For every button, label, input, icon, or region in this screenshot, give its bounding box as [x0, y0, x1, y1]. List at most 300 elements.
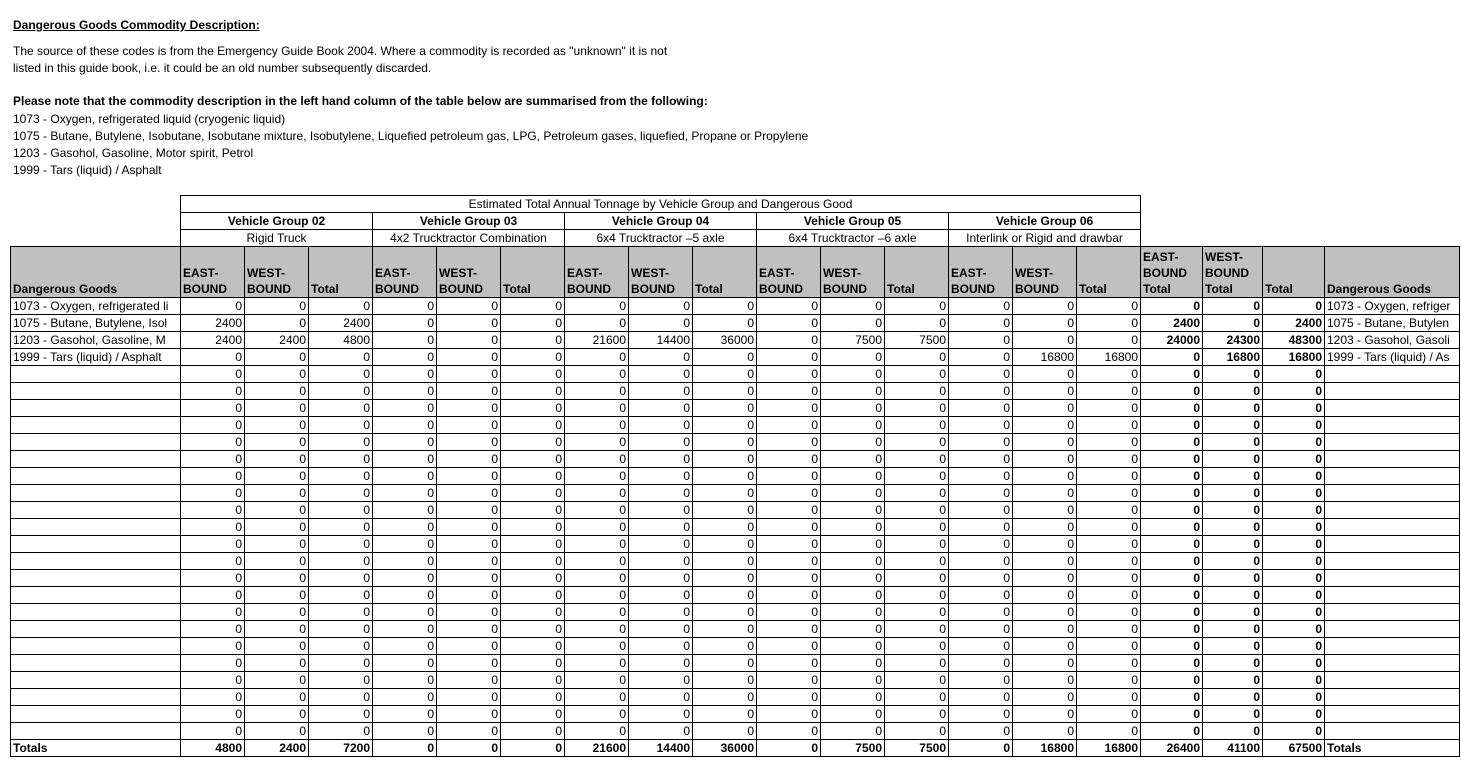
value-cell: 0: [309, 655, 373, 672]
value-cell: 0: [757, 315, 821, 332]
header-eastbound: [565, 247, 629, 298]
header-line: EAST-: [951, 266, 987, 280]
row-label-right: [1325, 383, 1460, 400]
totals-value-cell: 2400: [245, 740, 309, 757]
row-label: [11, 468, 181, 485]
value-cell: 0: [181, 485, 245, 502]
row-label-right: [1325, 468, 1460, 485]
header-grand-total: Total: [1263, 247, 1325, 298]
row-label: 1073 - Oxygen, refrigerated li: [11, 298, 181, 315]
value-cell: 0: [565, 502, 629, 519]
value-cell: 0: [437, 315, 501, 332]
value-cell: 0: [693, 298, 757, 315]
table-row: [11, 298, 1460, 315]
value-cell: 0: [437, 349, 501, 366]
value-cell: 0: [437, 706, 501, 723]
row-label: [11, 519, 181, 536]
header-eastbound: [181, 247, 245, 298]
header-line: BOUND: [247, 282, 291, 296]
value-cell: 0: [885, 672, 949, 689]
value-cell: 0: [501, 349, 565, 366]
row-label-right: 1203 - Gasohol, Gasoli: [1325, 332, 1460, 349]
value-cell: 0: [1077, 536, 1141, 553]
value-cell: 0: [693, 638, 757, 655]
summary-total-cell: 0: [1203, 383, 1263, 400]
row-label: [11, 723, 181, 740]
grand-total-cell: 0: [1263, 298, 1325, 315]
row-label: [11, 587, 181, 604]
totals-summary-cell: 26400: [1141, 740, 1203, 757]
value-cell: 0: [181, 570, 245, 587]
header-line: BOUND: [1205, 266, 1249, 280]
row-label-right: [1325, 706, 1460, 723]
summary-total-cell: 0: [1141, 468, 1203, 485]
value-cell: 0: [629, 689, 693, 706]
value-cell: 0: [437, 655, 501, 672]
value-cell: 0: [629, 502, 693, 519]
value-cell: 0: [1077, 383, 1141, 400]
value-cell: 0: [949, 655, 1013, 672]
vehicle-group-desc: 6x4 Trucktractor –5 axle: [565, 230, 757, 247]
value-cell: 0: [181, 349, 245, 366]
vehicle-group-desc: 4x2 Trucktractor Combination: [373, 230, 565, 247]
value-cell: 0: [949, 621, 1013, 638]
summary-total-cell: 0: [1263, 451, 1325, 468]
summary-total-cell: 0: [1203, 723, 1263, 740]
value-cell: 0: [501, 706, 565, 723]
value-cell: 0: [949, 349, 1013, 366]
value-cell: 0: [757, 349, 821, 366]
value-cell: 0: [821, 655, 885, 672]
value-cell: 0: [629, 553, 693, 570]
row-label: [11, 383, 181, 400]
value-cell: 0: [181, 689, 245, 706]
vehicle-group-name: Vehicle Group 02: [181, 213, 373, 230]
value-cell: 0: [373, 315, 437, 332]
totals-value-cell: 0: [373, 740, 437, 757]
value-cell: 0: [949, 587, 1013, 604]
grand-total-cell: 16800: [1263, 349, 1325, 366]
value-cell: 0: [1013, 366, 1077, 383]
value-cell: 0: [1077, 468, 1141, 485]
totals-label: Totals: [11, 740, 181, 757]
value-cell: 0: [373, 621, 437, 638]
westbound-total-cell: 0: [1203, 298, 1263, 315]
value-cell: 0: [821, 723, 885, 740]
value-cell: 0: [949, 638, 1013, 655]
westbound-total-cell: 16800: [1203, 349, 1263, 366]
value-cell: 0: [309, 621, 373, 638]
summary-total-cell: 0: [1263, 570, 1325, 587]
value-cell: 0: [693, 672, 757, 689]
header-line: Total: [1143, 282, 1171, 296]
value-cell: 0: [565, 689, 629, 706]
value-cell: 0: [501, 621, 565, 638]
value-cell: 0: [757, 672, 821, 689]
value-cell: 0: [373, 638, 437, 655]
value-cell: 0: [437, 485, 501, 502]
empty-table-row: [11, 621, 1460, 638]
value-cell: 0: [629, 383, 693, 400]
summary-total-cell: 0: [1141, 417, 1203, 434]
row-label-right: [1325, 655, 1460, 672]
row-label: [11, 570, 181, 587]
value-cell: 0: [821, 672, 885, 689]
value-cell: 0: [885, 298, 949, 315]
value-cell: 0: [821, 383, 885, 400]
eastbound-total-cell: 2400: [1141, 315, 1203, 332]
value-cell: 0: [757, 638, 821, 655]
value-cell: 0: [821, 349, 885, 366]
value-cell: 7500: [885, 332, 949, 349]
value-cell: 0: [373, 434, 437, 451]
summary-total-cell: 0: [1203, 604, 1263, 621]
summary-total-cell: 0: [1203, 400, 1263, 417]
header-total: Total: [309, 247, 373, 298]
header-westbound: [629, 247, 693, 298]
value-cell: 0: [1013, 502, 1077, 519]
value-cell: 0: [949, 366, 1013, 383]
row-label: [11, 689, 181, 706]
value-cell: 0: [885, 485, 949, 502]
totals-value-cell: 21600: [565, 740, 629, 757]
summary-total-cell: 0: [1263, 366, 1325, 383]
value-cell: 0: [181, 451, 245, 468]
summary-total-cell: 0: [1263, 587, 1325, 604]
row-label: [11, 638, 181, 655]
header-westbound: [245, 247, 309, 298]
value-cell: 0: [885, 349, 949, 366]
row-label: [11, 655, 181, 672]
value-cell: 0: [1077, 298, 1141, 315]
value-cell: 0: [245, 723, 309, 740]
value-cell: 0: [629, 570, 693, 587]
value-cell: 0: [501, 638, 565, 655]
value-cell: 0: [245, 366, 309, 383]
value-cell: 0: [565, 451, 629, 468]
value-cell: 0: [565, 587, 629, 604]
value-cell: 0: [693, 400, 757, 417]
header-westbound: [437, 247, 501, 298]
spacer-cell: [1141, 230, 1460, 247]
value-cell: 0: [1013, 655, 1077, 672]
value-cell: 0: [565, 621, 629, 638]
value-cell: 0: [885, 434, 949, 451]
value-cell: 0: [757, 587, 821, 604]
value-cell: 0: [309, 553, 373, 570]
value-cell: 0: [309, 349, 373, 366]
value-cell: 0: [885, 519, 949, 536]
summary-total-cell: 0: [1263, 723, 1325, 740]
row-label-right: [1325, 723, 1460, 740]
summary-total-cell: 0: [1141, 451, 1203, 468]
spacer-cell: [11, 213, 181, 230]
row-label-right: [1325, 587, 1460, 604]
value-cell: 0: [437, 587, 501, 604]
totals-value-cell: 0: [501, 740, 565, 757]
value-cell: 0: [309, 706, 373, 723]
row-label-right: [1325, 417, 1460, 434]
value-cell: 0: [245, 587, 309, 604]
value-cell: 0: [757, 383, 821, 400]
value-cell: 0: [1077, 451, 1141, 468]
header-dangerous-goods-right: Dangerous Goods: [1325, 247, 1460, 298]
value-cell: 36000: [693, 332, 757, 349]
empty-table-row: [11, 553, 1460, 570]
value-cell: 0: [437, 502, 501, 519]
value-cell: 0: [885, 468, 949, 485]
summary-total-cell: 0: [1203, 689, 1263, 706]
value-cell: 0: [565, 706, 629, 723]
value-cell: 0: [629, 366, 693, 383]
value-cell: 0: [1077, 604, 1141, 621]
value-cell: 0: [501, 434, 565, 451]
value-cell: 0: [1077, 519, 1141, 536]
value-cell: 0: [693, 434, 757, 451]
value-cell: 0: [693, 417, 757, 434]
value-cell: 0: [437, 366, 501, 383]
value-cell: 0: [885, 451, 949, 468]
value-cell: 0: [501, 587, 565, 604]
value-cell: 0: [1013, 383, 1077, 400]
value-cell: 0: [501, 672, 565, 689]
eastbound-total-cell: 24000: [1141, 332, 1203, 349]
value-cell: 0: [373, 519, 437, 536]
value-cell: 0: [693, 536, 757, 553]
value-cell: 0: [885, 723, 949, 740]
empty-table-row: [11, 485, 1460, 502]
value-cell: 0: [245, 519, 309, 536]
row-label-right: [1325, 485, 1460, 502]
value-cell: 0: [821, 366, 885, 383]
value-cell: 0: [885, 604, 949, 621]
value-cell: 0: [181, 655, 245, 672]
vehicle-group-name: Vehicle Group 04: [565, 213, 757, 230]
value-cell: 0: [245, 689, 309, 706]
value-cell: 0: [181, 672, 245, 689]
totals-value-cell: 0: [437, 740, 501, 757]
value-cell: 2400: [309, 315, 373, 332]
value-cell: 0: [309, 417, 373, 434]
group-desc-row: [11, 230, 1460, 247]
value-cell: 0: [437, 434, 501, 451]
value-cell: 0: [501, 570, 565, 587]
value-cell: 0: [1013, 519, 1077, 536]
value-cell: 0: [1013, 570, 1077, 587]
row-label-right: [1325, 638, 1460, 655]
value-cell: 0: [821, 519, 885, 536]
value-cell: 0: [1013, 434, 1077, 451]
value-cell: 0: [821, 689, 885, 706]
value-cell: 0: [245, 383, 309, 400]
value-cell: 0: [245, 349, 309, 366]
value-cell: 0: [885, 366, 949, 383]
value-cell: 0: [373, 604, 437, 621]
value-cell: 0: [757, 570, 821, 587]
value-cell: 0: [373, 349, 437, 366]
value-cell: 0: [437, 553, 501, 570]
value-cell: 0: [1013, 536, 1077, 553]
value-cell: 0: [181, 298, 245, 315]
value-cell: 0: [1013, 553, 1077, 570]
value-cell: 0: [821, 315, 885, 332]
value-cell: 0: [1013, 587, 1077, 604]
value-cell: 0: [885, 638, 949, 655]
value-cell: 0: [245, 485, 309, 502]
row-label: [11, 604, 181, 621]
row-label-right: [1325, 689, 1460, 706]
value-cell: 0: [757, 468, 821, 485]
value-cell: 0: [309, 587, 373, 604]
value-cell: 0: [245, 604, 309, 621]
value-cell: 0: [821, 587, 885, 604]
value-cell: 0: [437, 519, 501, 536]
summary-total-cell: 0: [1203, 553, 1263, 570]
empty-table-row: [11, 689, 1460, 706]
value-cell: 0: [437, 383, 501, 400]
summary-total-cell: 0: [1141, 621, 1203, 638]
value-cell: 0: [821, 400, 885, 417]
value-cell: 0: [693, 655, 757, 672]
value-cell: 0: [565, 349, 629, 366]
empty-table-row: [11, 672, 1460, 689]
value-cell: 0: [629, 485, 693, 502]
value-cell: 0: [1077, 553, 1141, 570]
value-cell: 0: [1013, 621, 1077, 638]
value-cell: 0: [821, 485, 885, 502]
summary-total-cell: 0: [1263, 485, 1325, 502]
empty-table-row: [11, 723, 1460, 740]
value-cell: 0: [757, 400, 821, 417]
value-cell: 4800: [309, 332, 373, 349]
value-cell: 0: [757, 655, 821, 672]
row-label: 1203 - Gasohol, Gasoline, M: [11, 332, 181, 349]
value-cell: 0: [821, 468, 885, 485]
summary-total-cell: 0: [1203, 570, 1263, 587]
summary-total-cell: 0: [1203, 621, 1263, 638]
value-cell: 0: [245, 468, 309, 485]
totals-summary-cell: 67500: [1263, 740, 1325, 757]
totals-value-cell: 4800: [181, 740, 245, 757]
value-cell: 0: [501, 366, 565, 383]
value-cell: 0: [565, 723, 629, 740]
header-dangerous-goods: Dangerous Goods: [11, 247, 181, 298]
value-cell: 0: [629, 723, 693, 740]
header-line: BOUND: [759, 282, 803, 296]
value-cell: 0: [501, 485, 565, 502]
header-eastbound: [373, 247, 437, 298]
header-westbound: [821, 247, 885, 298]
value-cell: 0: [949, 553, 1013, 570]
summary-total-cell: 0: [1203, 366, 1263, 383]
value-cell: 0: [501, 383, 565, 400]
value-cell: 0: [757, 689, 821, 706]
summary-total-cell: 0: [1141, 604, 1203, 621]
value-cell: 0: [693, 553, 757, 570]
value-cell: 0: [565, 366, 629, 383]
value-cell: 0: [245, 451, 309, 468]
empty-table-row: [11, 366, 1460, 383]
value-cell: 0: [949, 672, 1013, 689]
empty-table-row: [11, 706, 1460, 723]
value-cell: 0: [181, 502, 245, 519]
row-label-right: [1325, 672, 1460, 689]
value-cell: 0: [1077, 723, 1141, 740]
code-1999: 1999 - Tars (liquid) / Asphalt: [13, 163, 162, 177]
summary-total-cell: 0: [1203, 587, 1263, 604]
value-cell: 0: [885, 400, 949, 417]
value-cell: 0: [693, 621, 757, 638]
value-cell: 0: [373, 502, 437, 519]
vehicle-group-name: Vehicle Group 06: [949, 213, 1141, 230]
value-cell: 0: [565, 570, 629, 587]
summary-total-cell: 0: [1203, 468, 1263, 485]
row-label: [11, 485, 181, 502]
value-cell: 0: [949, 604, 1013, 621]
summary-total-cell: 0: [1141, 519, 1203, 536]
empty-table-row: [11, 655, 1460, 672]
value-cell: 0: [501, 536, 565, 553]
value-cell: 0: [629, 706, 693, 723]
value-cell: 0: [373, 366, 437, 383]
header-total: Total: [885, 247, 949, 298]
header-line: BOUND: [183, 282, 227, 296]
empty-table-row: [11, 536, 1460, 553]
value-cell: 0: [373, 383, 437, 400]
value-cell: 0: [309, 672, 373, 689]
value-cell: 0: [437, 570, 501, 587]
value-cell: 0: [757, 621, 821, 638]
tonnage-table: [10, 195, 1460, 757]
value-cell: 0: [629, 536, 693, 553]
summary-total-cell: 0: [1263, 655, 1325, 672]
source-text-line-1: The source of these codes is from the Emergency Guide Book 2004. Where a commodity is recorded as "unknown" it is not: [13, 44, 668, 58]
row-label: [11, 553, 181, 570]
value-cell: 0: [501, 689, 565, 706]
value-cell: 0: [565, 536, 629, 553]
table-row: [11, 349, 1460, 366]
value-cell: 0: [629, 400, 693, 417]
row-label-right: [1325, 502, 1460, 519]
value-cell: 0: [821, 536, 885, 553]
value-cell: 0: [1077, 502, 1141, 519]
empty-table-row: [11, 383, 1460, 400]
value-cell: 0: [437, 451, 501, 468]
value-cell: 0: [437, 723, 501, 740]
value-cell: 0: [629, 434, 693, 451]
value-cell: 0: [1013, 638, 1077, 655]
value-cell: 0: [1077, 485, 1141, 502]
empty-table-row: [11, 451, 1460, 468]
value-cell: 0: [181, 519, 245, 536]
value-cell: 2400: [245, 332, 309, 349]
summary-total-cell: 0: [1263, 400, 1325, 417]
value-cell: 0: [245, 706, 309, 723]
row-label: [11, 706, 181, 723]
value-cell: 0: [693, 502, 757, 519]
value-cell: 0: [565, 468, 629, 485]
row-label: [11, 672, 181, 689]
value-cell: 0: [1013, 689, 1077, 706]
value-cell: 0: [373, 536, 437, 553]
empty-table-row: [11, 604, 1460, 621]
value-cell: 0: [309, 400, 373, 417]
row-label: [11, 434, 181, 451]
westbound-total-cell: 24300: [1203, 332, 1263, 349]
value-cell: 0: [309, 298, 373, 315]
header-line: BOUND: [1143, 266, 1187, 280]
summary-total-cell: 0: [1203, 451, 1263, 468]
